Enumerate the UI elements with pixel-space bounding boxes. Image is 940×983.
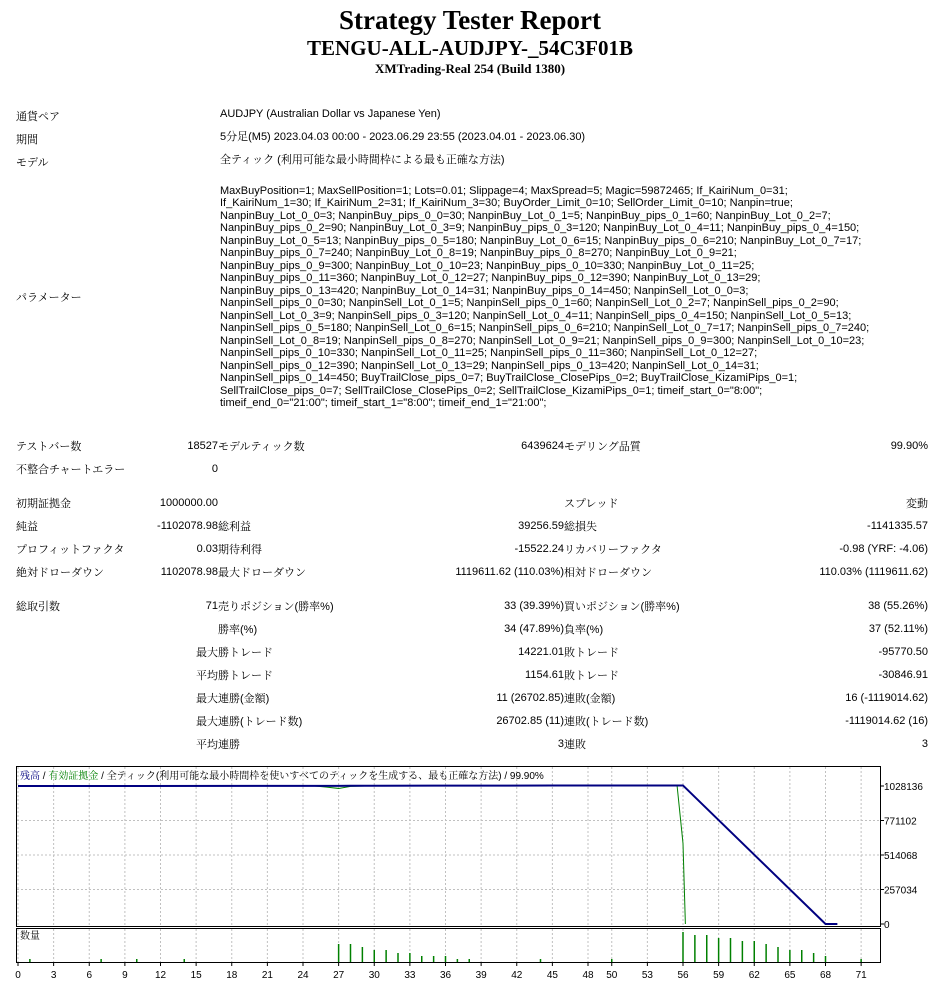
report-title: Strategy Tester Report [339, 5, 601, 35]
table-row [16, 732, 928, 755]
cons-loss-value: -1119014.62 (16) [845, 714, 928, 727]
param-line: NanpinSell_Lot_0_8=19; NanpinSell_pips_0_8=270; NanpinSell_Lot_0_9=21; NanpinSell_pips_0_9=300; NanpinSell_Lot_0_10=23; [220, 334, 865, 347]
table-row [16, 594, 928, 617]
param-line: NanpinSell_pips_0_14=450; BuyTrailClose_pips_0=7; BuyTrailClose_ClosePips_0=2; BuyTrailClose_KizamiPips_0=1; [220, 372, 798, 384]
ea-name: TENGU-ALL-AUDJPY-_54C3F01B [307, 36, 633, 60]
profit-factor-value: 0.03 [196, 542, 218, 555]
stats-table [16, 434, 928, 755]
report-header [0, 4, 940, 78]
recovery-factor-label: リカバリーファクタ [564, 543, 662, 556]
x-tick-label: 12 [154, 970, 167, 981]
x-tick-label: 24 [297, 970, 309, 981]
param-line: If_KairiNum_1=30; If_KairiNum_2=31; If_KairiNum_3=30; BuyOrder_Limit_0=10; SellOrder_Limit_0=10; Nanpin=true; [220, 197, 793, 209]
x-tick-label: 65 [784, 970, 796, 981]
settings-section [16, 108, 928, 416]
symbol-value: AUDJPY (Australian Dollar vs Japanese Yen) [220, 108, 441, 120]
relative-dd-label: 相対ドローダウン [564, 566, 652, 579]
period-label: 期間 [16, 134, 38, 146]
table-row [16, 686, 928, 709]
expected-payoff-label: 期待利得 [218, 543, 262, 556]
param-line: NanpinSell_Lot_0_3=9; NanpinSell_pips_0_3=120; NanpinSell_Lot_0_4=11; NanpinSell_pips_0_4=150; NanpinSell_Lot_0_5=13; [220, 309, 852, 322]
net-profit-value: -1102078.98 [157, 519, 218, 532]
absolute-dd-label: 絶対ドローダウン [16, 566, 104, 579]
x-tick-label: 33 [404, 970, 416, 981]
chart-svg [16, 766, 924, 980]
spread-label: スプレッド [564, 497, 619, 510]
total-trades-label: 総取引数 [16, 600, 60, 613]
cons-profit-label: 連勝(トレード数) [218, 715, 303, 728]
deposit-label: 初期証拠金 [16, 497, 71, 510]
param-line: MaxBuyPosition=1; MaxSellPosition=1; Lots=0.01; Slippage=4; MaxSpread=5; Magic=59872465; If_KairiNum_0=31; [220, 184, 788, 197]
x-tick-label: 39 [475, 970, 487, 981]
x-tick-label: 50 [606, 970, 618, 981]
avg-loss-label: 敗トレード [564, 669, 619, 682]
x-tick-label: 6 [86, 970, 93, 981]
avg-cons-win-value: 3 [557, 737, 564, 750]
legend-model: 全ティック(利用可能な最小時間枠を使いすべてのティックを生成する、最も正確な方法) [106, 771, 502, 782]
max-label: 最大 [196, 646, 218, 659]
y-tick-label: 1028136 [884, 782, 923, 793]
param-line: timeif_end_0="21:00"; timeif_start_1="8:00"; timeif_end_1="21:00"; [220, 397, 547, 409]
main-panel-frame [17, 767, 881, 927]
profit-factor-label: プロフィットファクタ [16, 543, 125, 556]
absolute-dd-value: 1102078.98 [160, 565, 218, 578]
largest-loss-value: -95770.50 [878, 645, 928, 658]
volume-label: 数量 [20, 931, 40, 942]
win-rate-label: 勝率(%) [218, 623, 258, 636]
max-label: 最大 [196, 715, 218, 728]
bars-value: 18527 [187, 439, 218, 452]
recovery-factor-value: -0.98 (YRF: -4.06) [839, 542, 928, 555]
y-tick-label: 514068 [884, 851, 918, 862]
x-tick-label: 18 [226, 970, 238, 981]
x-tick-label: 68 [819, 970, 832, 981]
model-value: 全ティック (利用可能な最小時間枠による最も正確な方法) [220, 154, 505, 166]
model-label: モデル [16, 157, 49, 169]
long-positions-label: 買いポジション(勝率%) [564, 600, 680, 613]
param-line: NanpinSell_pips_0_0=30; NanpinSell_Lot_0_1=5; NanpinSell_pips_0_1=60; NanpinSell_Lot_0_2=7; NanpinSell_pips_0_2=90; [220, 297, 839, 309]
gross-loss-value: -1141335.57 [867, 519, 928, 532]
x-tick-label: 71 [855, 970, 867, 981]
mismatch-label: 不整合チャートエラー [16, 463, 126, 476]
param-line: NanpinBuy_Lot_0_0=3; NanpinBuy_pips_0_0=30; NanpinBuy_Lot_0_1=5; NanpinBuy_pips_0_1=60; NanpinBuy_Lot_0_2=7; [220, 209, 831, 222]
avg-cons-win-label: 連勝 [218, 738, 240, 751]
cons-wins-value: 11 (26702.85) [496, 691, 564, 704]
param-line: NanpinSell_pips_0_5=180; NanpinSell_Lot_0_6=15; NanpinSell_pips_0_6=210; NanpinSell_Lot_0_7=17; NanpinSell_pips_0_7=240; [220, 322, 870, 334]
x-tick-label: 53 [641, 970, 653, 981]
table-row [16, 457, 928, 480]
max-dd-value: 1119611.62 (110.03%) [455, 565, 564, 578]
table-row [16, 640, 928, 663]
legend-equity: 有効証拠金 [48, 771, 99, 782]
ticks-label: モデルティック数 [218, 440, 305, 453]
balance-chart [16, 766, 924, 980]
x-tick-label: 45 [546, 970, 558, 981]
table-row [16, 709, 928, 732]
x-tick-label: 42 [511, 970, 523, 981]
max-label: 最大 [196, 692, 218, 705]
avg-cons-loss-label: 連敗 [564, 738, 586, 751]
params-value [220, 185, 928, 410]
table-row [16, 514, 928, 537]
param-line: NanpinBuy_pips_0_9=300; NanpinBuy_Lot_0_10=23; NanpinBuy_pips_0_10=330; NanpinBuy_Lot_0_11=25; [220, 259, 755, 272]
quality-label: モデリング品質 [564, 440, 641, 453]
ticks-value: 6439624 [521, 439, 564, 452]
long-positions-value: 38 (55.26%) [868, 599, 928, 612]
server-name: XMTrading-Real 254 (Build 1380) [374, 61, 566, 76]
short-positions-value: 33 (39.39%) [504, 599, 564, 612]
avg-win-label: 勝トレード [218, 669, 273, 682]
table-row [16, 491, 928, 514]
bars-label: テストバー数 [16, 440, 82, 453]
param-line: SellTrailClose_pips_0=7; SellTrailClose_ClosePips_0=2; SellTrailClose_KizamiPips_0=1; timeif_start_0="8:00"; [220, 384, 763, 397]
avg-label: 平均 [196, 738, 218, 751]
cons-wins-label: 連勝(金額) [218, 692, 270, 705]
param-line: NanpinSell_pips_0_10=330; NanpinSell_Lot_0_11=25; NanpinSell_pips_0_11=360; NanpinSell_Lot_0_12=27; [220, 347, 758, 359]
period-value: 5分足(M5) 2023.04.03 00:00 - 2023.06.29 23:55 (2023.04.01 - 2023.06.30) [220, 131, 586, 143]
table-row [16, 617, 928, 640]
x-tick-label: 0 [15, 970, 21, 981]
legend-quality: 99.90% [509, 771, 544, 782]
mismatch-value: 0 [211, 462, 218, 475]
cons-profit-value: 26702.85 (11) [496, 714, 564, 727]
loss-rate-value: 37 (52.11%) [868, 622, 928, 635]
y-tick-label: 257034 [884, 885, 918, 897]
param-line: NanpinSell_pips_0_12=390; NanpinSell_Lot_0_13=29; NanpinSell_pips_0_13=420; NanpinSell_Lot_0_14=31; [220, 359, 759, 372]
table-row [16, 434, 928, 457]
avg-win-value: 1154.61 [525, 668, 564, 681]
cons-loss-label: 連敗(トレード数) [564, 715, 649, 728]
param-line: NanpinBuy_pips_0_7=240; NanpinBuy_Lot_0_8=19; NanpinBuy_pips_0_8=270; NanpinBuy_Lot_0_9=21; [220, 247, 737, 259]
spread-value: 変動 [906, 497, 928, 510]
x-tick-label: 48 [582, 970, 594, 981]
x-tick-label: 3 [50, 970, 57, 981]
largest-loss-label: 敗トレード [564, 646, 619, 659]
expected-payoff-value: -15522.24 [514, 542, 564, 555]
x-tick-label: 15 [190, 970, 202, 981]
table-row [16, 537, 928, 560]
x-tick-label: 56 [677, 970, 689, 981]
param-line: NanpinBuy_pips_0_2=90; NanpinBuy_Lot_0_3=9; NanpinBuy_pips_0_3=120; NanpinBuy_Lot_0_4=11; NanpinBuy_pips_0_4=150; [220, 222, 860, 234]
table-row [16, 663, 928, 686]
avg-loss-value: -30846.91 [878, 668, 928, 681]
x-tick-label: 30 [368, 970, 380, 981]
y-tick-label: 771102 [884, 816, 917, 828]
param-line: NanpinBuy_pips_0_11=360; NanpinBuy_Lot_0_12=27; NanpinBuy_pips_0_12=390; NanpinBuy_Lot_0_13=29; [220, 272, 761, 284]
y-tick-label: 0 [884, 920, 890, 931]
params-label: パラメーター [16, 292, 82, 304]
legend-balance: 残高 [20, 771, 40, 782]
short-positions-label: 売りポジション(勝率%) [218, 600, 334, 613]
loss-rate-label: 負率(%) [564, 623, 604, 636]
deposit-value: 1000000.00 [159, 496, 218, 509]
x-tick-label: 59 [713, 970, 725, 981]
relative-dd-value: 110.03% (1119611.62) [819, 565, 928, 578]
win-rate-value: 34 (47.89%) [504, 622, 564, 635]
largest-win-label: 勝トレード [218, 646, 273, 659]
gross-profit-label: 総利益 [218, 520, 251, 533]
net-profit-label: 純益 [16, 520, 38, 533]
param-line: NanpinBuy_Lot_0_5=13; NanpinBuy_pips_0_5=180; NanpinBuy_Lot_0_6=15; NanpinBuy_pips_0_6=210; NanpinBuy_Lot_0_7=17; [220, 234, 862, 247]
x-tick-label: 62 [748, 970, 760, 981]
total-trades-value: 71 [205, 599, 218, 612]
table-row [16, 560, 928, 583]
x-tick-label: 21 [261, 970, 273, 981]
x-tick-label: 36 [439, 970, 452, 981]
x-tick-label: 27 [333, 970, 345, 981]
symbol-label: 通貨ペア [16, 111, 60, 123]
cons-losses-label: 連敗(金額) [564, 692, 616, 705]
max-dd-label: 最大ドローダウン [218, 566, 306, 579]
x-tick-label: 9 [122, 970, 128, 981]
volume-panel-frame [17, 929, 881, 963]
cons-losses-value: 16 (-1119014.62) [845, 691, 928, 704]
avg-label: 平均 [196, 669, 218, 682]
quality-value: 99.90% [890, 439, 928, 452]
largest-win-value: 14221.01 [518, 645, 564, 658]
avg-cons-loss-value: 3 [921, 737, 928, 750]
gross-profit-value: 39256.59 [518, 519, 564, 532]
gross-loss-label: 総損失 [564, 520, 597, 533]
chart-legend: 残高 / 有効証拠金 / 全ティック(利用可能な最小時間枠を使いすべてのティックを生成する、最も正確な方法) / 99.90% [20, 771, 544, 782]
param-line: NanpinBuy_pips_0_13=420; NanpinBuy_Lot_0_14=31; NanpinBuy_pips_0_14=450; NanpinSell_Lot_0_0=3; [220, 284, 749, 297]
